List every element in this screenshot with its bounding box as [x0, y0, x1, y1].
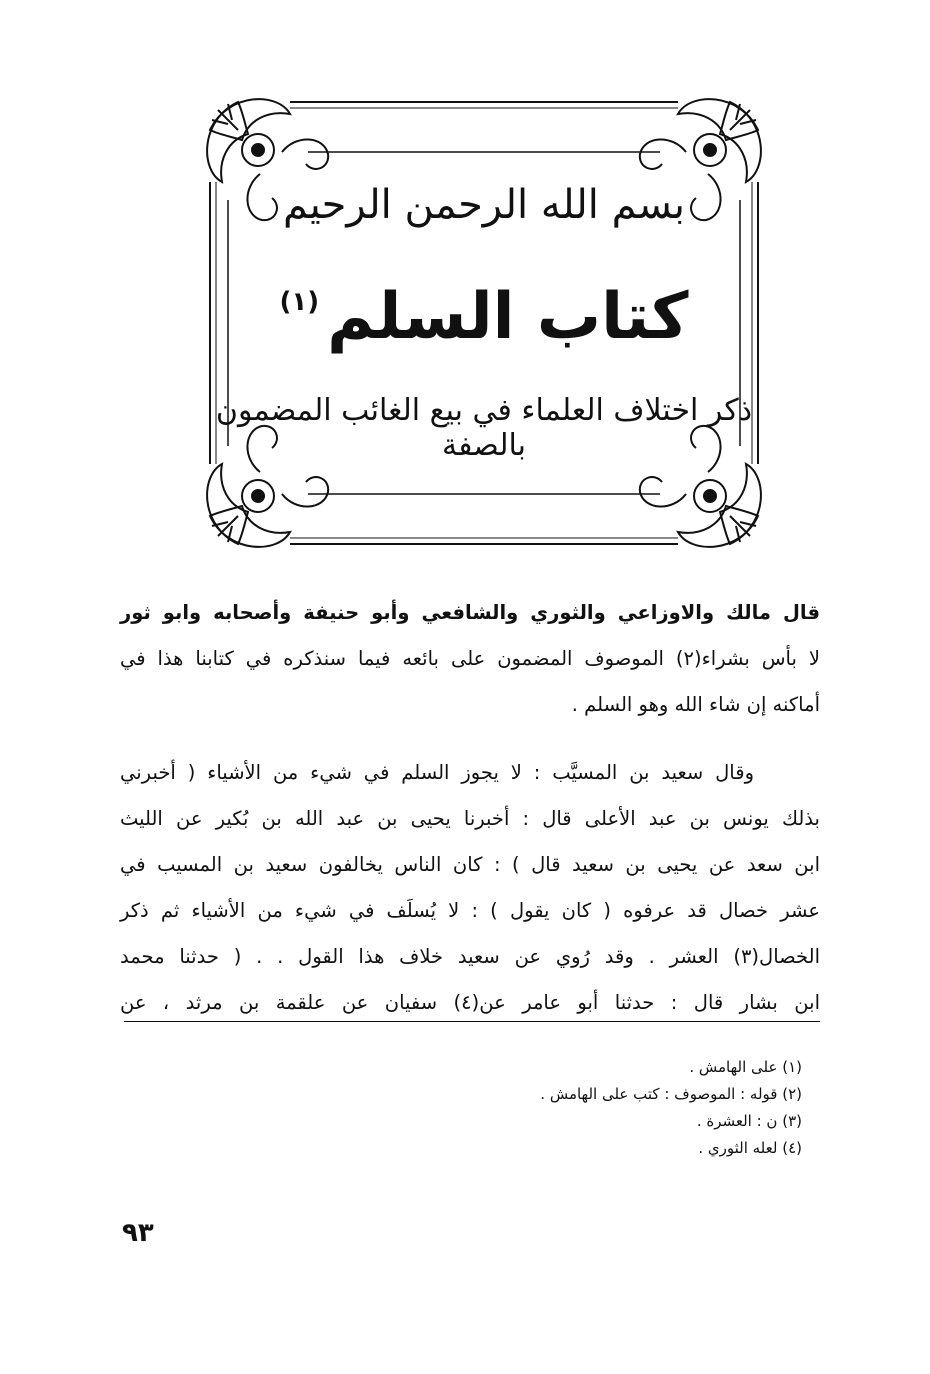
text-line: لا بأس بشراء(٢) الموصوف المضمون على بائعه فيما سنذكره في كتابنا هذا في — [120, 647, 820, 670]
ornamental-title-frame — [198, 90, 770, 556]
text-line: وقال سعيد بن المسيَّب : لا يجوز السلم في شيء من الأشياء ( أخبرني — [120, 761, 754, 784]
footnotes — [302, 1054, 802, 1162]
footnote: (٢) قوله : الموصوف : كتب على الهامش . — [540, 1085, 802, 1103]
basmala-heading: بسم الله الرحمن الرحيم — [282, 182, 686, 228]
text-line: بذلك يونس بن عبد الأعلى قال : أخبرنا يحيى بن عبد الله بن بُكير عن الليث — [120, 807, 820, 830]
page-number: ٩٣ — [122, 1218, 154, 1248]
paragraph-gap — [120, 728, 820, 750]
text-line: الخصال(٣) العشر . وقد رُوي عن سعيد خلاف هذا القول . . ( حدثنا محمد — [120, 945, 820, 968]
book-title — [198, 280, 770, 354]
text-line: ابن سعد عن يحيى بن سعيد قال ) : كان الناس يخالفون سعيد بن المسيب في — [120, 853, 820, 876]
text-line: عشر خصال قد عرفوه ( كان يقول ) : لا يُسلَف في شيء من الأشياء ثم ذكر — [120, 899, 820, 922]
footnote: (٣) ن : العشرة . — [696, 1112, 802, 1130]
title-footnote-marker: (١) — [279, 287, 320, 317]
footnote-separator — [124, 1021, 820, 1022]
footnote: (٤) لعله الثوري . — [698, 1139, 802, 1157]
text-line: أماكنه إن شاء الله وهو السلم . — [571, 693, 820, 716]
main-text — [120, 590, 820, 1026]
book-title-text: كتاب السلم — [327, 280, 689, 354]
text-line: ابن بشار قال : حدثنا أبو عامر عن(٤) سفيان عن علقمة بن مرثد ، عن — [120, 991, 820, 1014]
footnote: (١) على الهامش . — [689, 1058, 802, 1076]
book-subtitle: ذكر اختلاف العلماء في بيع الغائب المضمون بالصفة — [215, 393, 753, 463]
text-line: قال مالك والاوزاعي والثوري والشافعي وأبو حنيفة وأصحابه وابو ثور — [120, 601, 820, 624]
